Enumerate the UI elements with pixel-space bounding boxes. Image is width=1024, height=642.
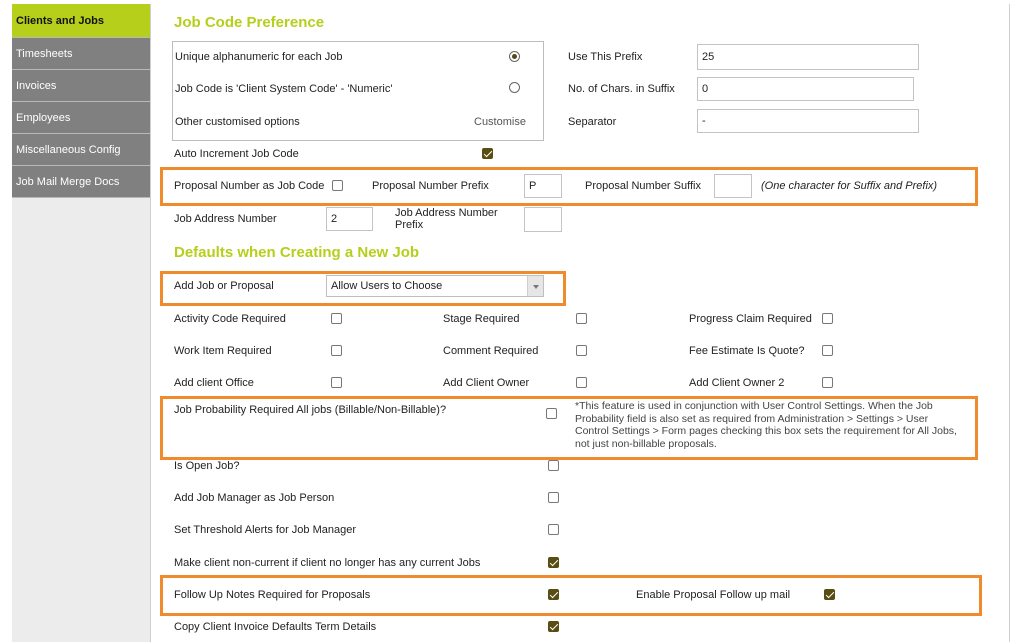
job-probability-checkbox[interactable] (546, 408, 557, 419)
copy-invoice-defaults-label: Copy Client Invoice Defaults Term Details (174, 621, 377, 633)
fee-estimate-checkbox[interactable] (822, 345, 833, 356)
customise-link[interactable]: Customise (474, 116, 526, 128)
auto-increment-label: Auto Increment Job Code (174, 148, 299, 160)
comment-required-checkbox[interactable] (576, 345, 587, 356)
copy-invoice-defaults-checkbox[interactable] (548, 621, 559, 632)
is-open-job-label: Is Open Job? (174, 460, 240, 472)
comment-required-label: Comment Required (443, 345, 539, 357)
activity-code-label: Activity Code Required (174, 313, 286, 325)
client-non-current-label: Make client non-current if client no longer has any current Jobs (174, 557, 481, 569)
stage-required-label: Stage Required (443, 313, 520, 325)
add-client-owner2-label: Add Client Owner 2 (689, 377, 785, 389)
job-probability-label: Job Probability Required All jobs (Billable/Non-Billable)? (174, 404, 447, 416)
settings-main (152, 4, 1010, 642)
prefix-input[interactable] (697, 44, 919, 70)
threshold-alerts-checkbox[interactable] (548, 524, 559, 535)
job-address-prefix-input[interactable] (524, 207, 562, 232)
add-job-manager-checkbox[interactable] (548, 492, 559, 503)
progress-claim-label: Progress Claim Required (689, 313, 812, 325)
job-address-input[interactable] (326, 207, 373, 231)
follow-up-notes-label: Follow Up Notes Required for Proposals (174, 589, 371, 601)
separator-input[interactable] (697, 109, 919, 133)
sidebar-item-timesheets[interactable]: Timesheets (12, 38, 150, 70)
sidebar-item-clients-and-jobs[interactable]: Clients and Jobs (12, 4, 150, 38)
threshold-alerts-label: Set Threshold Alerts for Job Manager (174, 524, 357, 536)
is-open-job-checkbox[interactable] (548, 460, 559, 471)
sidebar-item-job-mail-merge-docs[interactable]: Job Mail Merge Docs (12, 166, 150, 198)
add-client-owner2-checkbox[interactable] (822, 377, 833, 388)
settings-sidebar (12, 4, 151, 642)
suffix-chars-input[interactable] (697, 77, 914, 101)
add-job-select-value: Allow Users to Choose (331, 280, 443, 292)
sidebar-item-employees[interactable]: Employees (12, 102, 150, 134)
sidebar-item-miscellaneous-config[interactable]: Miscellaneous Config (12, 134, 150, 166)
add-client-owner-checkbox[interactable] (576, 377, 587, 388)
proposal-as-job-checkbox[interactable] (332, 180, 343, 191)
opt-other-label: Other customised options (175, 116, 300, 128)
prefix-label: Use This Prefix (568, 51, 643, 63)
separator-label: Separator (568, 116, 617, 128)
job-code-heading: Job Code Preference (174, 14, 325, 31)
opt-unique-radio[interactable] (509, 51, 520, 62)
proposal-suffix-input[interactable] (714, 174, 752, 198)
add-job-manager-label: Add Job Manager as Job Person (174, 492, 335, 504)
enable-follow-up-checkbox[interactable] (824, 589, 835, 600)
fee-estimate-label: Fee Estimate Is Quote? (689, 345, 805, 357)
auto-increment-checkbox[interactable] (482, 148, 493, 159)
add-job-select[interactable] (326, 275, 544, 297)
activity-code-checkbox[interactable] (331, 313, 342, 324)
work-item-label: Work Item Required (174, 345, 272, 357)
work-item-checkbox[interactable] (331, 345, 342, 356)
defaults-heading: Defaults when Creating a New Job (174, 244, 420, 261)
proposal-suffix-label: Proposal Number Suffix (585, 180, 701, 192)
opt-client-code-radio[interactable] (509, 82, 520, 93)
job-address-label: Job Address Number (174, 213, 277, 225)
add-client-office-checkbox[interactable] (331, 377, 342, 388)
proposal-as-job-label: Proposal Number as Job Code (174, 180, 325, 192)
sidebar-item-invoices[interactable]: Invoices (12, 70, 150, 102)
proposal-prefix-label: Proposal Number Prefix (372, 180, 489, 192)
job-address-prefix-label: Job Address Number Prefix (395, 207, 498, 231)
follow-up-notes-checkbox[interactable] (548, 589, 559, 600)
opt-client-code-label: Job Code is 'Client System Code' - 'Numeric' (175, 83, 393, 95)
chevron-down-icon (527, 276, 543, 296)
progress-claim-checkbox[interactable] (822, 313, 833, 324)
add-client-office-label: Add client Office (174, 377, 254, 389)
suffix-chars-label: No. of Chars. in Suffix (568, 83, 675, 95)
proposal-prefix-input[interactable] (524, 174, 562, 198)
add-job-label: Add Job or Proposal (174, 280, 274, 292)
enable-follow-up-label: Enable Proposal Follow up mail (636, 589, 791, 601)
proposal-note: (One character for Suffix and Prefix) (761, 180, 938, 192)
job-probability-note: *This feature is used in conjunction with User Control Settings. When the Job Probability field is also set as required from Administration > Settings > User Control Settings > Form pages checking this box sets the requirement for All Jobs, not just non-billable proposals. (575, 400, 957, 450)
client-non-current-checkbox[interactable] (548, 557, 559, 568)
opt-unique-label: Unique alphanumeric for each Job (175, 51, 343, 63)
add-client-owner-label: Add Client Owner (443, 377, 530, 389)
stage-required-checkbox[interactable] (576, 313, 587, 324)
